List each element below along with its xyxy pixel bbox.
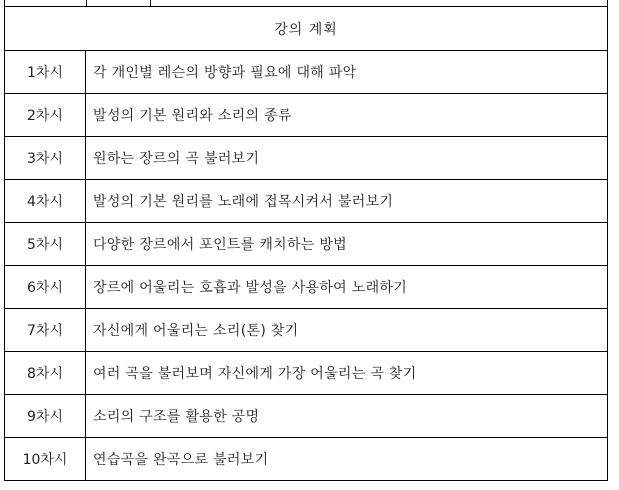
content-cell: 여러 곡을 불러보며 자신에게 가장 어울리는 곡 찾기 <box>86 352 608 395</box>
table-row <box>5 266 608 309</box>
table-header-row <box>5 7 608 51</box>
table-row <box>5 137 608 180</box>
table-row <box>5 51 608 94</box>
table-row <box>5 438 608 481</box>
content-cell: 각 개인별 레슨의 방향과 필요에 대해 파악 <box>86 51 608 94</box>
table-row <box>5 223 608 266</box>
session-cell: 5차시 <box>5 223 86 266</box>
table-row <box>5 395 608 438</box>
table-row <box>5 180 608 223</box>
session-cell: 2차시 <box>5 94 86 137</box>
content-cell: 발성의 기본 원리를 노래에 접목시켜서 불러보기 <box>86 180 608 223</box>
content-cell: 자신에게 어울리는 소리(톤) 찾기 <box>86 309 608 352</box>
content-cell: 연습곡을 완곡으로 불러보기 <box>86 438 608 481</box>
session-cell: 8차시 <box>5 352 86 395</box>
content-cell: 다양한 장르에서 포인트를 캐치하는 방법 <box>86 223 608 266</box>
session-cell: 4차시 <box>5 180 86 223</box>
content-cell: 소리의 구조를 활용한 공명 <box>86 395 608 438</box>
session-cell: 7차시 <box>5 309 86 352</box>
content-cell: 발성의 기본 원리와 소리의 종류 <box>86 94 608 137</box>
lecture-plan-table <box>4 6 608 481</box>
table-row <box>5 309 608 352</box>
session-cell: 1차시 <box>5 51 86 94</box>
table-header: 강의 계획 <box>5 7 608 51</box>
content-cell: 원하는 장르의 곡 불러보기 <box>86 137 608 180</box>
session-cell: 9차시 <box>5 395 86 438</box>
table-row <box>5 94 608 137</box>
table-row <box>5 352 608 395</box>
session-cell: 3차시 <box>5 137 86 180</box>
session-cell: 10차시 <box>5 438 86 481</box>
session-cell: 6차시 <box>5 266 86 309</box>
content-cell: 장르에 어울리는 호흡과 발성을 사용하여 노래하기 <box>86 266 608 309</box>
